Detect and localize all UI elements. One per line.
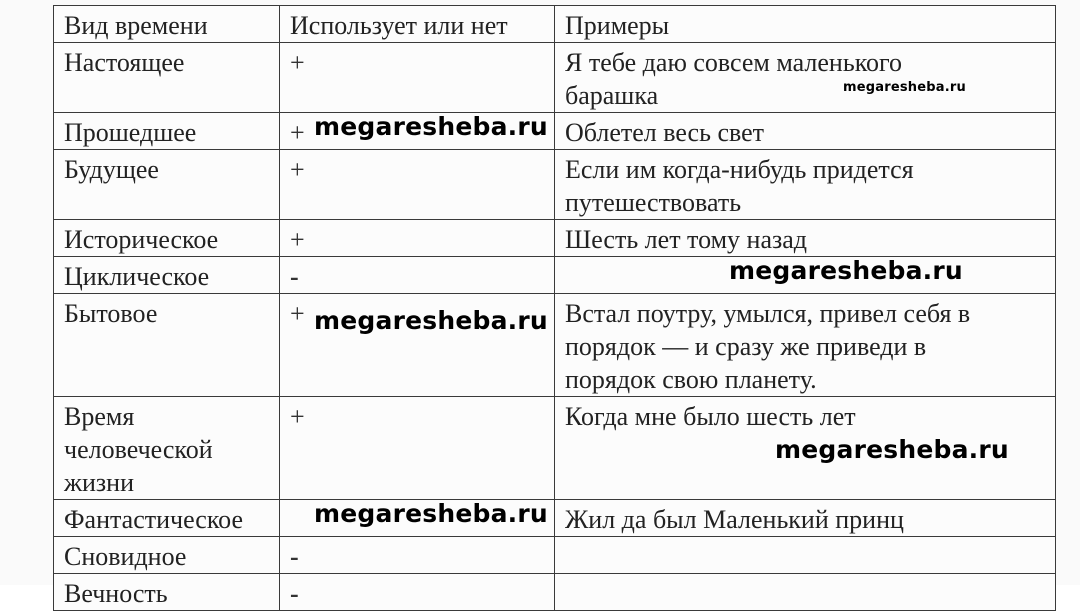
- example-line: Если им когда-нибудь придется: [565, 155, 914, 184]
- table-row: [54, 574, 1056, 611]
- row-type: [54, 397, 280, 500]
- table-row: [54, 294, 1056, 397]
- table-row: [54, 500, 1056, 537]
- row-type: Прошедшее: [54, 113, 280, 150]
- row-used: +: [280, 150, 555, 220]
- row-example: [555, 113, 1056, 150]
- row-type-line: человеческой: [64, 435, 213, 464]
- example-line: Жил да был Маленький принц: [565, 505, 904, 534]
- row-used-value: +: [290, 118, 305, 147]
- table-row: [54, 220, 1056, 257]
- row-used: +: [280, 220, 555, 257]
- row-example: [555, 294, 1056, 397]
- watermark: megaresheba.ru: [314, 499, 548, 528]
- row-example: [555, 220, 1056, 257]
- row-type-line: Время: [64, 402, 135, 431]
- table-header-row: [54, 6, 1056, 43]
- row-example: [555, 500, 1056, 537]
- row-used: +: [280, 43, 555, 113]
- example-line: порядок свою планету.: [565, 365, 817, 394]
- row-type: Настоящее: [54, 43, 280, 113]
- row-example: [555, 43, 1056, 113]
- row-type-line: жизни: [64, 468, 134, 497]
- table-row: [54, 537, 1056, 574]
- row-example: [555, 574, 1056, 611]
- row-used: [280, 500, 555, 537]
- watermark: megaresheba.ru: [843, 80, 966, 95]
- row-example: [555, 257, 1056, 294]
- table-row: [54, 43, 1056, 113]
- table-row: [54, 257, 1056, 294]
- example-line: Когда мне было шесть лет: [565, 402, 856, 431]
- row-type: Циклическое: [54, 257, 280, 294]
- row-example: [555, 150, 1056, 220]
- row-used: -: [280, 574, 555, 611]
- row-type: Бытовое: [54, 294, 280, 397]
- header-used: Использует или нет: [280, 6, 555, 43]
- row-type: Сновидное: [54, 537, 280, 574]
- header-examples: Примеры: [555, 6, 1056, 43]
- row-type: Будущее: [54, 150, 280, 220]
- row-example: [555, 537, 1056, 574]
- header-time-type: Вид времени: [54, 6, 280, 43]
- row-used: [280, 113, 555, 150]
- watermark: megaresheba.ru: [729, 256, 963, 285]
- row-type: Вечность: [54, 574, 280, 611]
- watermark: megaresheba.ru: [314, 112, 548, 141]
- row-used-value: +: [290, 299, 305, 328]
- time-types-table: [53, 5, 1056, 611]
- table-row: [54, 150, 1056, 220]
- example-line: порядок — и сразу же приведи в: [565, 332, 927, 361]
- row-type: Историческое: [54, 220, 280, 257]
- example-line: Облетел весь свет: [565, 118, 765, 147]
- row-used: +: [280, 397, 555, 500]
- row-example: [555, 397, 1056, 500]
- table-row: [54, 397, 1056, 500]
- example-line: Я тебе даю совсем маленького: [565, 48, 903, 77]
- row-type: Фантастическое: [54, 500, 280, 537]
- watermark: megaresheba.ru: [314, 306, 548, 335]
- table-row: [54, 113, 1056, 150]
- row-used: -: [280, 537, 555, 574]
- example-line: Шесть лет тому назад: [565, 225, 808, 254]
- row-used: [280, 294, 555, 397]
- row-used: -: [280, 257, 555, 294]
- watermark: megaresheba.ru: [775, 435, 1009, 464]
- example-line: Встал поутру, умылся, привел себя в: [565, 299, 971, 328]
- example-line: барашка: [565, 81, 659, 110]
- example-line: путешествовать: [565, 188, 742, 217]
